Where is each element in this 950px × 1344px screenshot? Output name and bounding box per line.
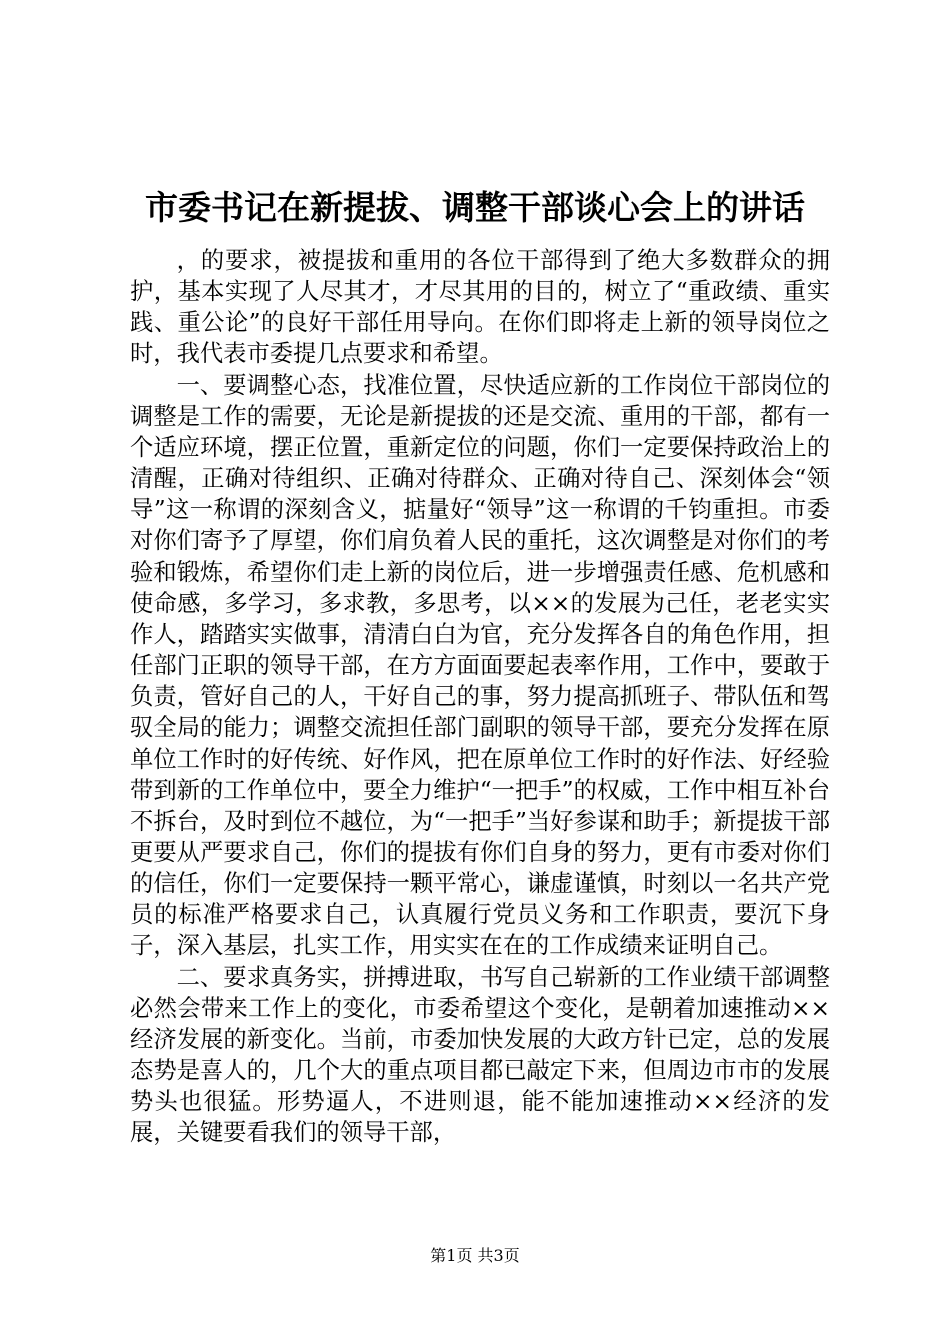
page-number-footer: 第1页 共3页	[430, 1246, 520, 1265]
paragraph-intro: ，的要求，被提拔和重用的各位干部得到了绝大多数群众的拥护，基本实现了人尽其才，才尽其用的目的，树立了“重政绩、重实践、重公论”的良好干部任用导向。在你们即将走上新的领导岗位之时，我代表市委提几点要求和希望。	[130, 247, 830, 368]
document-body	[130, 245, 830, 1149]
paragraph-section-one: 一、要调整心态，找准位置，尽快适应新的工作岗位干部岗位的调整是工作的需要，无论是新提拔的还是交流、重用的干部，都有一个适应环境，摆正位置，重新定位的问题，你们一定要保持政治上的清醒，正确对待组织、正确对待群众、正确对待自己、深刻体会“领导”这一称谓的深刻含义，掂量好“领导”这一称谓的千钧重担。市委对你们寄予了厚望，你们肩负着人民的重托，这次调整是对你们的考验和锻炼，希望你们走上新的岗位后，进一步增强责任感、危机感和使命感，多学习，多求教，多思考，以××的发展为己任，老老实实作人，踏踏实实做事，清清白白为官，充分发挥各自的角色作用，担任部门正职的领导干部，在方方面面要起表率作用，工作中，要敢于负责，管好自己的人，干好自己的事，努力提高抓班子、带队伍和驾驭全局的能力；调整交流担任部门副职的领导干部，要充分发挥在原单位工作时的好传统、好作风，把在原单位工作时的好作法、好经验带到新的工作单位中，要全力维护“一把手”的权威，工作中相互补台不拆台，及时到位不越位，为“一把手”当好参谋和助手；新提拔干部更要从严要求自己，你们的提拔有你们自身的努力，更有市委对你们的信任，你们一定要保持一颗平常心，谦虚谨慎，时刻以一名共产党员的标准严格要求自己，认真履行党员义务和工作职责，要沉下身子，深入基层，扎实工作，用实实在在的工作成绩来证明自己。	[130, 371, 830, 960]
paragraph-section-two: 二、要求真务实，拼搏进取，书写自己崭新的工作业绩干部调整必然会带来工作上的变化，市委希望这个变化，是朝着加速推动××经济发展的新变化。当前，市委加快发展的大政方针已定，总的发展态势是喜人的，几个大的重点项目都已敲定下来，但周边市市的发展势头也很猛。形势逼人，不进则退，能不能加速推动××经济的发展，关键要看我们的领导干部，	[130, 963, 830, 1147]
document-title: 市委书记在新提拔、调整干部谈心会上的讲话	[145, 188, 805, 227]
